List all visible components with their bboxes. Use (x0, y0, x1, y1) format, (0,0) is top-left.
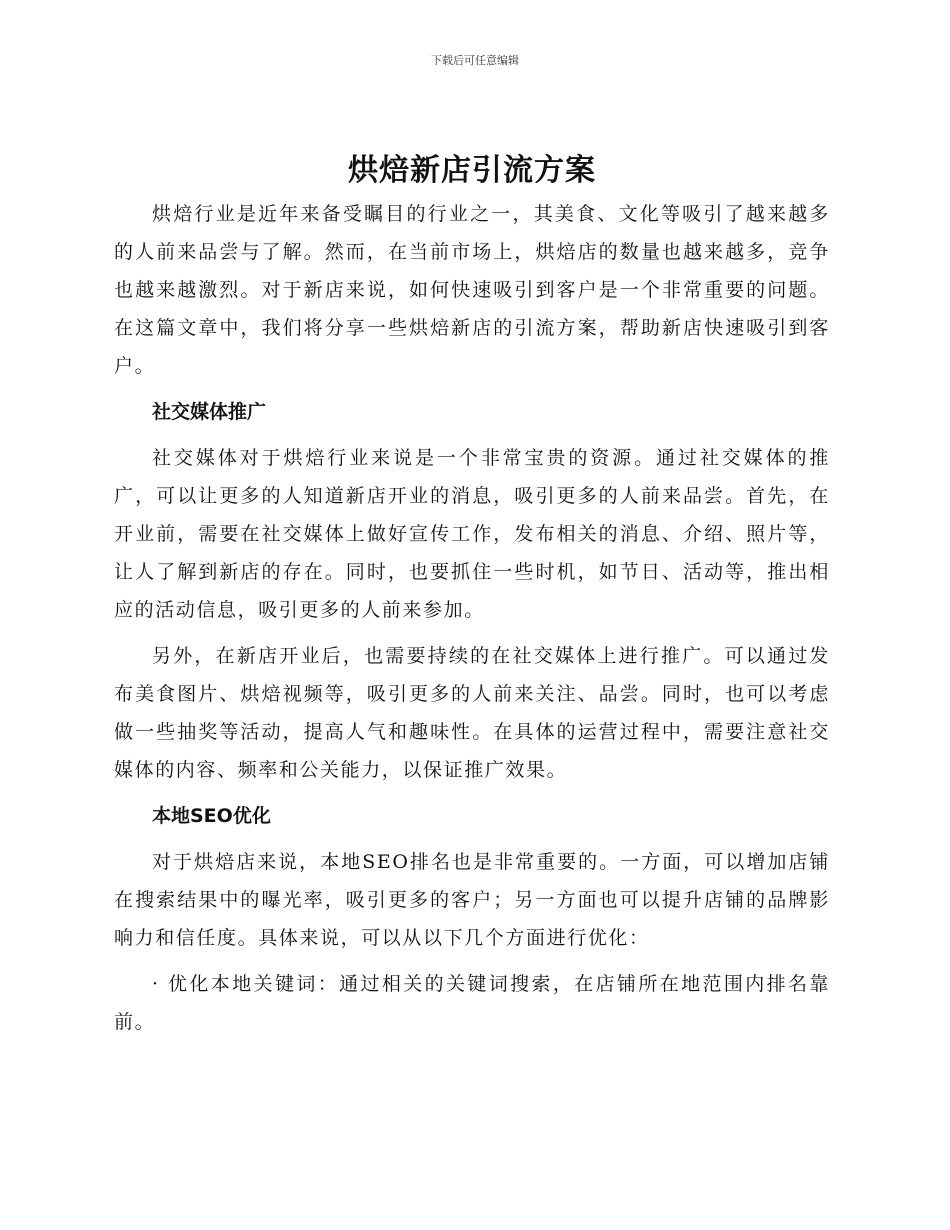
header-note: 下载后可任意编辑 (431, 54, 519, 67)
paragraph-gap (114, 629, 830, 637)
section-gap (114, 789, 830, 797)
section-heading-social-media: 社交媒体推广 (152, 401, 267, 423)
paragraph-gap (114, 957, 830, 965)
intro-paragraph: 烘焙行业是近年来备受瞩目的行业之一，其美食、文化等吸引了越来越多的人前来品尝与了解。然而，在当前市场上，烘焙店的数量也越来越多，竞争也越来越激烈。对于新店来说，如何快速吸引到客户是一个非常重要的问题。在这篇文章中，我们将分享一些烘焙新店的引流方案，帮助新店快速吸引到客户。 (114, 203, 830, 377)
local-seo-paragraph-1: 对于烘焙店来说，本地SEO排名也是非常重要的。一方面，可以增加店铺在搜索结果中的曝光率，吸引更多的客户；另一方面也可以提升店铺的品牌影响力和信任度。具体来说，可以从以下几个方面进行优化： (114, 851, 830, 949)
section-gap (114, 431, 830, 439)
document-content (114, 147, 830, 1041)
section-gap (114, 835, 830, 843)
section-heading-local-seo: 本地SEO优化 (152, 805, 271, 827)
local-seo-bullet-1: · 优化本地关键词：通过相关的关键词搜索，在店铺所在地范围内排名靠前。 (114, 973, 830, 1033)
social-media-paragraph-1: 社交媒体对于烘焙行业来说是一个非常宝贵的资源。通过社交媒体的推广，可以让更多的人知道新店开业的消息，吸引更多的人前来品尝。首先，在开业前，需要在社交媒体上做好宣传工作，发布相关的消息、介绍、照片等，让人了解到新店的存在。同时，也要抓住一些时机，如节日、活动等，推出相应的活动信息，吸引更多的人前来参加。 (114, 447, 830, 621)
social-media-paragraph-2: 另外，在新店开业后，也需要持续的在社交媒体上进行推广。可以通过发布美食图片、烘焙视频等，吸引更多的人前来关注、品尝。同时，也可以考虑做一些抽奖等活动，提高人气和趣味性。在具体的运营过程中，需要注意社交媒体的内容、频率和公关能力，以保证推广效果。 (114, 645, 830, 781)
section-gap (114, 385, 830, 393)
document-title: 烘焙新店引流方案 (348, 153, 596, 188)
